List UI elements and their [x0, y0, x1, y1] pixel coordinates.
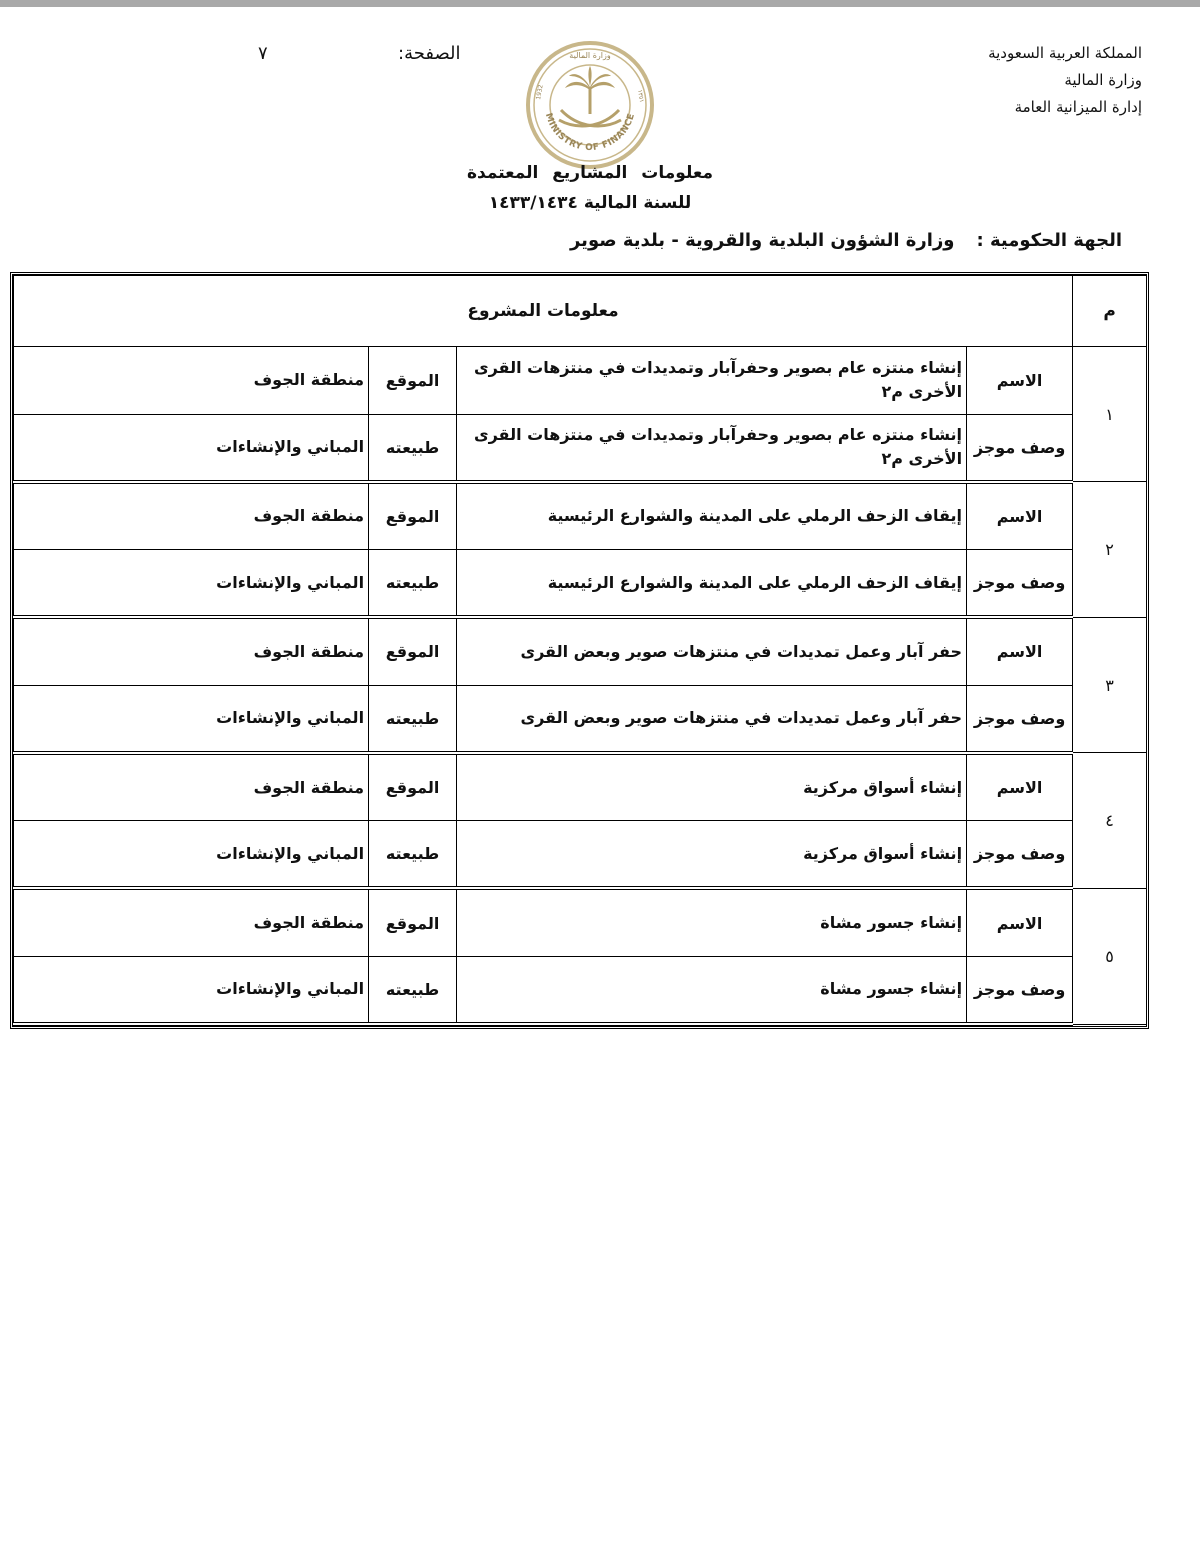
location-label: الموقع: [369, 888, 457, 956]
project-nature: المباني والإنشاءات: [14, 414, 369, 482]
project-location: منطقة الجوف: [14, 482, 369, 550]
project-location: منطقة الجوف: [14, 346, 369, 414]
project-nature: المباني والإنشاءات: [14, 821, 369, 889]
table-row: [14, 888, 1147, 956]
project-location: منطقة الجوف: [14, 888, 369, 956]
kingdom-name: المملكة العربية السعودية: [988, 44, 1142, 62]
name-label: الاسم: [967, 888, 1073, 956]
nature-label: طبيعته: [369, 821, 457, 889]
description-label: وصف موجز: [967, 685, 1073, 753]
table-row: [14, 956, 1147, 1024]
column-number-header: م: [1073, 276, 1147, 347]
project-description: إنشاء أسواق مركزية: [457, 821, 967, 889]
svg-text:وزارة المالية: وزارة المالية: [569, 51, 611, 60]
column-info-header: معلومات المشروع: [14, 276, 1073, 347]
project-location: منطقة الجوف: [14, 617, 369, 685]
ministry-of-finance-seal-icon: [523, 38, 657, 172]
projects-table: [10, 272, 1149, 1029]
project-name: إيقاف الزحف الرملي على المدينة والشوارع الرئيسية: [457, 482, 967, 550]
table-row: [14, 550, 1147, 618]
ministry-name: وزارة المالية: [1064, 71, 1142, 89]
table-row: [14, 685, 1147, 753]
project-number: ٥: [1073, 888, 1147, 1024]
top-border: [0, 0, 1200, 7]
nature-label: طبيعته: [369, 685, 457, 753]
entity-label: الجهة الحكومية :: [976, 230, 1122, 251]
project-name: إنشاء أسواق مركزية: [457, 753, 967, 821]
svg-text:1932: 1932: [535, 84, 545, 101]
table-header-row: [14, 276, 1147, 347]
description-label: وصف موجز: [967, 821, 1073, 889]
table-row: [14, 346, 1147, 414]
nature-label: طبيعته: [369, 414, 457, 482]
fiscal-year: للسنة المالية ١٤٣٣/١٤٣٤: [488, 193, 692, 213]
table-row: [14, 617, 1147, 685]
project-name: إنشاء جسور مشاة: [457, 888, 967, 956]
project-nature: المباني والإنشاءات: [14, 685, 369, 753]
entity-value: وزارة الشؤون البلدية والقروية - بلدية صوير: [569, 230, 955, 251]
description-label: وصف موجز: [967, 414, 1073, 482]
project-number: ٣: [1073, 617, 1147, 753]
government-entity: [570, 230, 1122, 251]
project-description: إيقاف الزحف الرملي على المدينة والشوارع الرئيسية: [457, 550, 967, 618]
name-label: الاسم: [967, 346, 1073, 414]
project-description: إنشاء جسور مشاة: [457, 956, 967, 1024]
project-name: حفر آبار وعمل تمديدات في منتزهات صوير وبعض القرى: [457, 617, 967, 685]
page-number: ٧: [258, 43, 268, 64]
svg-text:١٣٥١: ١٣٥١: [636, 89, 646, 104]
project-number: ١: [1073, 346, 1147, 482]
description-label: وصف موجز: [967, 956, 1073, 1024]
department-name: إدارة الميزانية العامة: [1014, 98, 1142, 116]
location-label: الموقع: [369, 482, 457, 550]
nature-label: طبيعته: [369, 550, 457, 618]
location-label: الموقع: [369, 753, 457, 821]
project-number: ٢: [1073, 482, 1147, 618]
document-title: معلومات المشاريع المعتمدة: [466, 163, 713, 183]
name-label: الاسم: [967, 617, 1073, 685]
nature-label: طبيعته: [369, 956, 457, 1024]
table-row: [14, 482, 1147, 550]
project-number: ٤: [1073, 753, 1147, 889]
description-label: وصف موجز: [967, 550, 1073, 618]
table-row: [14, 753, 1147, 821]
issuer-header: [988, 40, 1142, 121]
table-row: [14, 414, 1147, 482]
name-label: الاسم: [967, 753, 1073, 821]
project-nature: المباني والإنشاءات: [14, 956, 369, 1024]
location-label: الموقع: [369, 617, 457, 685]
name-label: الاسم: [967, 482, 1073, 550]
project-location: منطقة الجوف: [14, 753, 369, 821]
table-row: [14, 821, 1147, 889]
svg-text:MINISTRY OF FINANCE: MINISTRY OF FINANCE: [542, 112, 638, 154]
project-name: إنشاء منتزه عام بصوير وحفرآبار وتمديدات في منتزهات القرى الأخرى م٢: [457, 346, 967, 414]
location-label: الموقع: [369, 346, 457, 414]
page-label: الصفحة:: [398, 43, 461, 64]
project-description: حفر آبار وعمل تمديدات في منتزهات صوير وبعض القرى: [457, 685, 967, 753]
project-description: إنشاء منتزه عام بصوير وحفرآبار وتمديدات في منتزهات القرى الأخرى م٢: [457, 414, 967, 482]
project-nature: المباني والإنشاءات: [14, 550, 369, 618]
